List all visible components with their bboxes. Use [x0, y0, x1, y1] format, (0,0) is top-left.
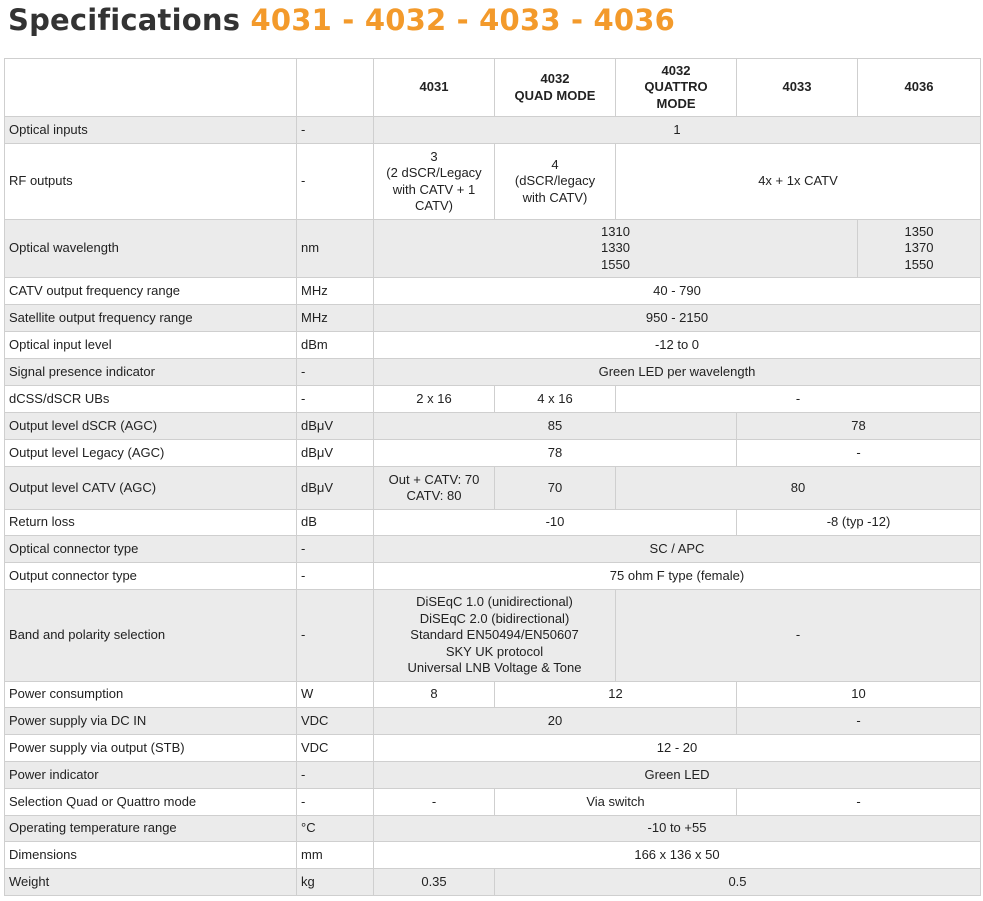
spec-label: Output level CATV (AGC) — [5, 467, 297, 510]
spec-value: 4x + 1x CATV — [616, 144, 981, 220]
spec-value: 8 — [374, 682, 495, 708]
spec-label: Power consumption — [5, 682, 297, 708]
spec-unit: dBm — [297, 332, 374, 359]
column-header — [858, 59, 981, 117]
table-row — [5, 386, 981, 413]
table-row — [5, 735, 981, 762]
spec-unit: - — [297, 762, 374, 789]
spec-unit: - — [297, 536, 374, 563]
spec-label: Output connector type — [5, 563, 297, 590]
table-row — [5, 842, 981, 869]
table-row — [5, 220, 981, 278]
title-models: 4031 - 4032 - 4033 - 4036 — [250, 3, 676, 37]
spec-value: 70 — [495, 467, 616, 510]
header-row — [5, 59, 981, 117]
header-blank — [297, 59, 374, 117]
spec-label: Power supply via DC IN — [5, 708, 297, 735]
spec-value: Out + CATV: 70 CATV: 80 — [374, 467, 495, 510]
spec-value: 10 — [737, 682, 981, 708]
spec-value: 4 x 16 — [495, 386, 616, 413]
spec-unit: dBμV — [297, 467, 374, 510]
spec-label: Selection Quad or Quattro mode — [5, 789, 297, 816]
spec-value: - — [616, 590, 981, 682]
spec-label: Optical input level — [5, 332, 297, 359]
table-row — [5, 440, 981, 467]
table-row — [5, 869, 981, 896]
spec-value: 78 — [374, 440, 737, 467]
column-header-label: 4036 — [904, 79, 934, 95]
column-header-label: 4032 QUATTRO MODE — [644, 62, 708, 111]
spec-value: 2 x 16 — [374, 386, 495, 413]
table-row — [5, 762, 981, 789]
spec-value: - — [374, 789, 495, 816]
spec-unit: dB — [297, 510, 374, 536]
spec-label: Optical inputs — [5, 117, 297, 144]
spec-value: -10 to +55 — [374, 816, 981, 842]
spec-value: - — [616, 386, 981, 413]
spec-unit: dBμV — [297, 413, 374, 440]
spec-value: SC / APC — [374, 536, 981, 563]
spec-label: Signal presence indicator — [5, 359, 297, 386]
spec-value: 0.5 — [495, 869, 981, 896]
spec-unit: - — [297, 563, 374, 590]
spec-value: 1350 1370 1550 — [858, 220, 981, 278]
spec-label: Band and polarity selection — [5, 590, 297, 682]
spec-value: 78 — [737, 413, 981, 440]
table-row — [5, 510, 981, 536]
spec-label: RF outputs — [5, 144, 297, 220]
table-row — [5, 467, 981, 510]
spec-unit: MHz — [297, 305, 374, 332]
column-header — [616, 59, 737, 117]
spec-label: Output level Legacy (AGC) — [5, 440, 297, 467]
spec-value: 1310 1330 1550 — [374, 220, 858, 278]
spec-label: dCSS/dSCR UBs — [5, 386, 297, 413]
column-header — [374, 59, 495, 117]
spec-value: 12 - 20 — [374, 735, 981, 762]
spec-unit: - — [297, 117, 374, 144]
spec-unit: MHz — [297, 278, 374, 305]
spec-unit: kg — [297, 869, 374, 896]
spec-label: Power indicator — [5, 762, 297, 789]
header-blank — [5, 59, 297, 117]
spec-unit: mm — [297, 842, 374, 869]
spec-label: Optical connector type — [5, 536, 297, 563]
spec-label: Power supply via output (STB) — [5, 735, 297, 762]
spec-value: DiSEqC 1.0 (unidirectional) DiSEqC 2.0 (bidirectional) Standard EN50494/EN50607 SKY UK protocol Universal LNB Voltage & Tone — [374, 590, 616, 682]
spec-value: Green LED — [374, 762, 981, 789]
table-row — [5, 789, 981, 816]
spec-unit: - — [297, 359, 374, 386]
spec-label: Return loss — [5, 510, 297, 536]
spec-value: - — [737, 708, 981, 735]
spec-label: Optical wavelength — [5, 220, 297, 278]
spec-unit: dBμV — [297, 440, 374, 467]
column-header — [737, 59, 858, 117]
table-row — [5, 359, 981, 386]
table-row — [5, 332, 981, 359]
spec-value: 40 - 790 — [374, 278, 981, 305]
spec-value: 80 — [616, 467, 981, 510]
spec-unit: VDC — [297, 708, 374, 735]
table-row — [5, 682, 981, 708]
spec-value: 75 ohm F type (female) — [374, 563, 981, 590]
table-row — [5, 413, 981, 440]
spec-label: Satellite output frequency range — [5, 305, 297, 332]
spec-value: -8 (typ -12) — [737, 510, 981, 536]
spec-value: 0.35 — [374, 869, 495, 896]
spec-label: CATV output frequency range — [5, 278, 297, 305]
table-row — [5, 563, 981, 590]
spec-value: 12 — [495, 682, 737, 708]
spec-unit: VDC — [297, 735, 374, 762]
spec-unit: nm — [297, 220, 374, 278]
table-row — [5, 536, 981, 563]
spec-value: 1 — [374, 117, 981, 144]
table-row — [5, 144, 981, 220]
table-row — [5, 117, 981, 144]
spec-value: -12 to 0 — [374, 332, 981, 359]
spec-label: Operating temperature range — [5, 816, 297, 842]
column-header-label: 4033 — [782, 79, 812, 95]
spec-unit: - — [297, 590, 374, 682]
spec-value: 20 — [374, 708, 737, 735]
table-row — [5, 305, 981, 332]
spec-label: Dimensions — [5, 842, 297, 869]
column-header-label: 4032 QUAD MODE — [514, 71, 596, 103]
spec-value: -10 — [374, 510, 737, 536]
spec-unit: °C — [297, 816, 374, 842]
spec-unit: W — [297, 682, 374, 708]
spec-value: Via switch — [495, 789, 737, 816]
page-title — [8, 0, 675, 40]
title-prefix: Specifications — [8, 3, 241, 37]
table-row — [5, 278, 981, 305]
spec-label: Output level dSCR (AGC) — [5, 413, 297, 440]
table-row — [5, 816, 981, 842]
spec-value: - — [737, 789, 981, 816]
spec-value: 4 (dSCR/legacy with CATV) — [495, 144, 616, 220]
spec-value: 166 x 136 x 50 — [374, 842, 981, 869]
table-row — [5, 590, 981, 682]
spec-label: Weight — [5, 869, 297, 896]
specifications-table — [4, 58, 981, 896]
spec-value: 3 (2 dSCR/Legacy with CATV + 1 CATV) — [374, 144, 495, 220]
table-row — [5, 708, 981, 735]
spec-unit: - — [297, 789, 374, 816]
column-header-label: 4031 — [419, 79, 449, 95]
spec-unit: - — [297, 144, 374, 220]
column-header — [495, 59, 616, 117]
spec-value: 85 — [374, 413, 737, 440]
spec-value: Green LED per wavelength — [374, 359, 981, 386]
spec-value: 950 - 2150 — [374, 305, 981, 332]
spec-value: - — [737, 440, 981, 467]
spec-unit: - — [297, 386, 374, 413]
